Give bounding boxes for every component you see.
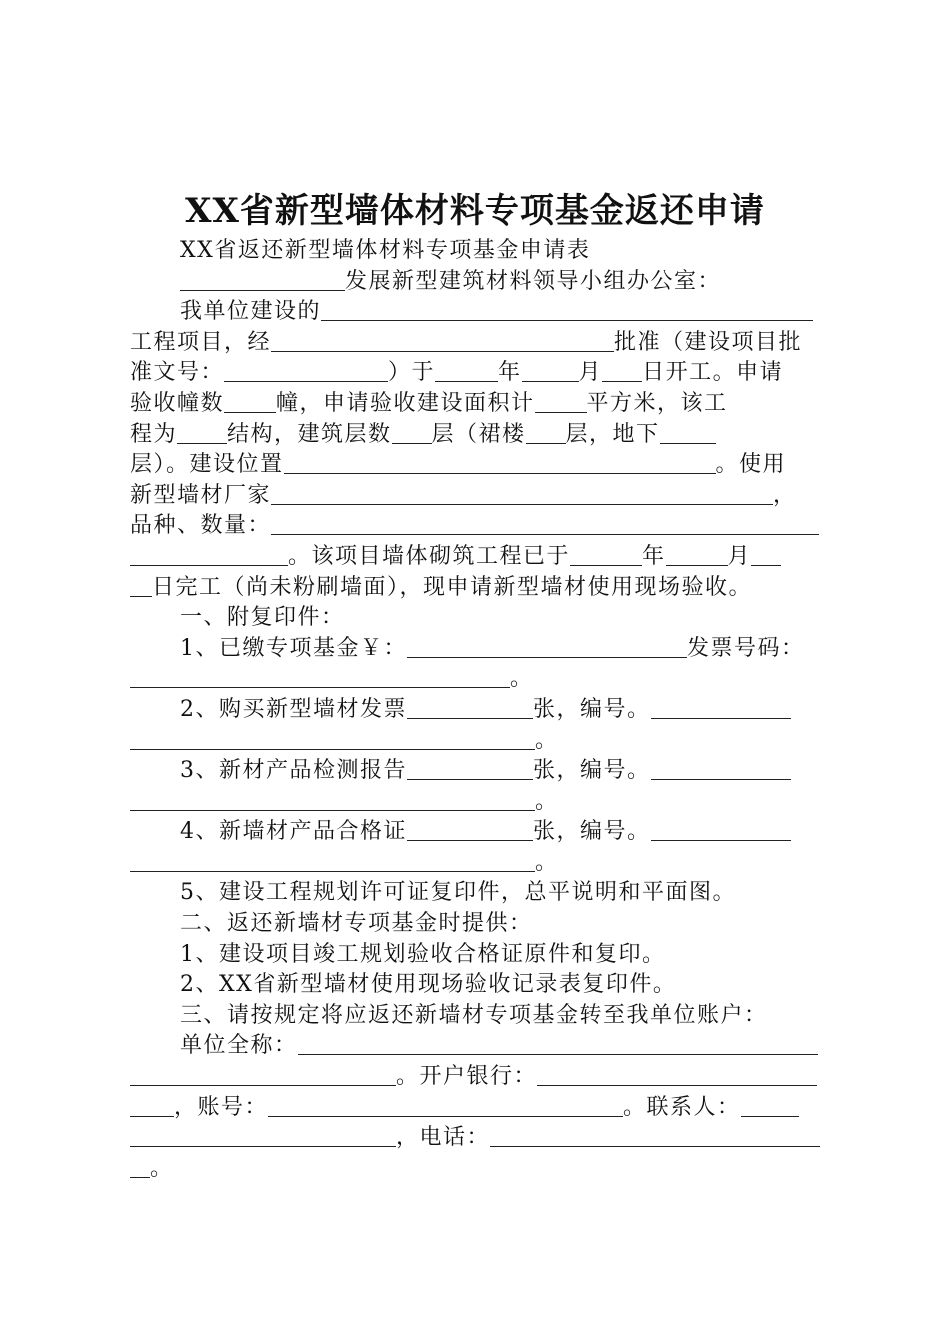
text: 月 [727, 543, 752, 569]
blank-field[interactable] [407, 635, 687, 658]
list-item [130, 817, 832, 848]
list-item [130, 634, 832, 665]
text: 4、新墙材产品合格证 [180, 819, 407, 845]
paragraph-line [130, 450, 832, 481]
text: 我单位建设的 [180, 299, 322, 325]
text: 新型墙材厂家 [130, 482, 272, 508]
text: 层（裙楼 [431, 421, 526, 447]
blank-field[interactable] [130, 1124, 396, 1147]
text: 。 [510, 666, 534, 692]
document-body [130, 236, 832, 1184]
paragraph-line [130, 511, 832, 542]
list-item-continuation [130, 726, 832, 757]
text: 验收幢数 [130, 390, 225, 416]
text: 。 [535, 849, 559, 875]
blank-field[interactable] [130, 665, 510, 688]
text: 月 [578, 360, 603, 386]
text: 品种、数量： [130, 513, 272, 539]
section-heading-1 [130, 603, 832, 634]
paragraph-line [130, 420, 832, 451]
text: 。 [535, 727, 559, 753]
blank-field[interactable] [271, 482, 773, 505]
blank-field[interactable] [130, 727, 535, 750]
text: 平方米，该工 [586, 390, 728, 416]
blank-field[interactable] [660, 421, 716, 444]
text: 单位全称： [180, 1033, 298, 1059]
text: 2、XX省新型墙材使用现场验收记录表复印件。 [180, 972, 677, 998]
blank-field[interactable] [602, 359, 642, 382]
text: ，电话： [396, 1125, 491, 1151]
list-item [130, 695, 832, 726]
blank-field[interactable] [407, 818, 533, 841]
blank-field[interactable] [651, 757, 791, 780]
list-item-continuation [130, 664, 832, 695]
paragraph-line [130, 481, 832, 512]
blank-field[interactable] [130, 849, 535, 872]
blank-field[interactable] [435, 359, 498, 382]
blank-field[interactable] [522, 359, 579, 382]
text: 年 [642, 543, 666, 569]
blank-field[interactable] [321, 298, 813, 321]
text: ，账号： [174, 1094, 269, 1120]
document-title: XX省新型墙体材料专项基金返还申请 [185, 191, 765, 231]
blank-field[interactable] [271, 512, 819, 535]
text: 程为 [130, 421, 178, 447]
blank-field[interactable] [130, 1094, 174, 1117]
blank-field[interactable] [130, 1063, 396, 1086]
list-item [130, 756, 832, 787]
paragraph-line [130, 297, 832, 328]
blank-field[interactable] [268, 1094, 623, 1117]
blank-field[interactable] [130, 788, 535, 811]
blank-field[interactable] [407, 696, 533, 719]
addressee-text: 发展新型建筑材料领导小组办公室： [345, 268, 722, 294]
blank-field[interactable] [392, 421, 432, 444]
text: 张，编号。 [533, 819, 651, 845]
text: 。开户银行： [396, 1064, 538, 1090]
text: 层）。建设位置 [130, 452, 284, 478]
account-line [130, 1093, 832, 1124]
account-line [130, 1123, 832, 1154]
paragraph-line [130, 573, 832, 604]
account-line [130, 1154, 832, 1185]
text: 一、附复印件： [180, 605, 345, 631]
text: 。使用 [715, 452, 787, 478]
form-heading-text: XX省返还新型墙体材料专项基金申请表 [180, 238, 591, 263]
blank-field[interactable] [180, 268, 345, 291]
section-heading-3 [130, 1001, 832, 1032]
list-item-continuation [130, 848, 832, 879]
blank-field[interactable] [526, 421, 566, 444]
blank-field[interactable] [535, 390, 587, 413]
blank-field[interactable] [130, 543, 288, 566]
form-heading [130, 236, 832, 267]
paragraph-line [130, 358, 832, 389]
blank-field[interactable] [224, 359, 388, 382]
text: 层，地下 [565, 421, 660, 447]
blank-field[interactable] [570, 543, 642, 566]
blank-field[interactable] [651, 818, 791, 841]
text: 幢，申请验收建设面积计 [276, 390, 535, 416]
text: 批准（建设项目批 [614, 329, 803, 355]
blank-field[interactable] [666, 543, 728, 566]
text: 2、购买新型墙材发票 [180, 696, 407, 722]
blank-field[interactable] [751, 543, 781, 566]
text: 准文号： [130, 360, 225, 386]
text: 三、请按规定将应返还新墙材专项基金转至我单位账户： [180, 1002, 768, 1028]
list-item [130, 878, 832, 909]
paragraph-line [130, 328, 832, 359]
paragraph-line [130, 542, 832, 573]
blank-field[interactable] [407, 757, 533, 780]
text: ）于 [388, 360, 436, 386]
text: 张，编号。 [533, 696, 651, 722]
text: 发票号码： [687, 635, 805, 661]
account-line [130, 1062, 832, 1093]
text: 1、已缴专项基金￥： [180, 635, 407, 661]
list-item [130, 940, 832, 971]
text: 年 [498, 360, 522, 386]
blank-field[interactable] [130, 1155, 150, 1178]
text: 。该项目墙体砌筑工程已于 [288, 543, 571, 569]
paragraph-line [130, 389, 832, 420]
text: ， [773, 482, 797, 508]
list-item [130, 970, 832, 1001]
text: 二、返还新墙材专项基金时提供： [180, 911, 533, 937]
text: 日完工（尚未粉刷墙面），现申请新型墙材使用现场验收。 [152, 574, 753, 600]
text: 。 [150, 1155, 174, 1181]
blank-field[interactable] [298, 1032, 818, 1055]
text: 结构，建筑层数 [227, 421, 392, 447]
blank-field[interactable] [490, 1124, 820, 1147]
text: 。联系人： [623, 1094, 741, 1120]
text: 3、新材产品检测报告 [180, 758, 407, 784]
section-heading-2 [130, 909, 832, 940]
blank-field[interactable] [130, 574, 152, 597]
blank-field[interactable] [284, 451, 716, 474]
blank-field[interactable] [651, 696, 791, 719]
account-line [130, 1031, 832, 1062]
blank-field[interactable] [224, 390, 276, 413]
text: 。 [535, 788, 559, 814]
blank-field[interactable] [271, 329, 614, 352]
text: 张，编号。 [533, 758, 651, 784]
blank-field[interactable] [177, 421, 227, 444]
text: 工程项目，经 [130, 329, 272, 355]
text: 1、建设项目竣工规划验收合格证原件和复印。 [180, 941, 666, 967]
text: 日开工。申请 [642, 360, 784, 386]
addressee-line [130, 267, 832, 298]
text: 5、建设工程规划许可证复印件，总平说明和平面图。 [180, 880, 736, 906]
list-item-continuation [130, 787, 832, 818]
blank-field[interactable] [537, 1063, 817, 1086]
blank-field[interactable] [741, 1094, 799, 1117]
